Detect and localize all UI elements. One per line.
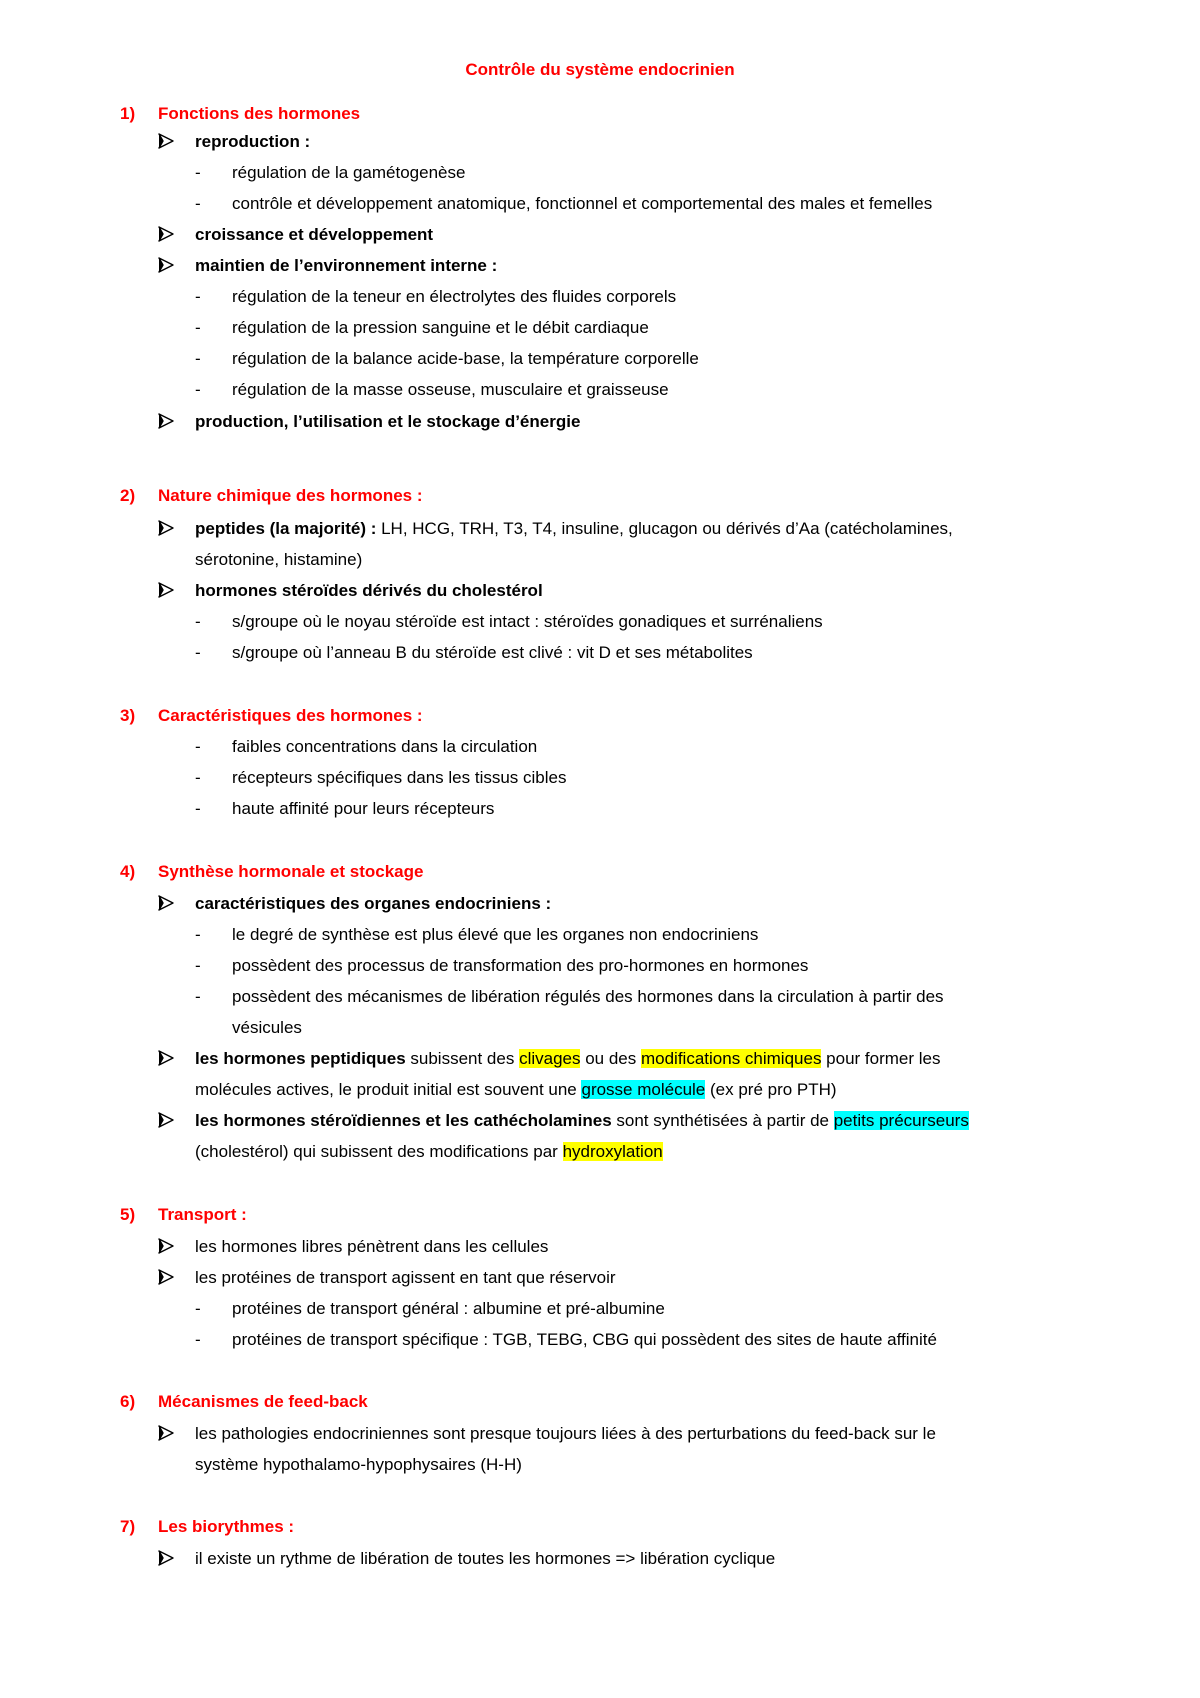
arrowhead-bullet-icon [158,255,195,277]
dash-bullet: - [195,956,201,975]
highlight-yellow: hydroxylation [562,1142,663,1161]
bullet-continuation: (cholestérol) qui subissent des modifications par hydroxylation [195,1142,663,1161]
section-heading-2: 2) Nature chimique des hormones : [120,486,423,505]
dash-item: - possèdent des mécanismes de libération régulés des hormones dans la circulation à partir des [195,987,944,1006]
dash-item: - récepteurs spécifiques dans les tissus cibles [195,768,567,787]
dash-item: - faibles concentrations dans la circulation [195,737,538,756]
bullet-item: hormones stéroïdes dérivés du cholestérol [158,580,543,602]
arrowhead-bullet-icon [158,1048,195,1070]
arrowhead-bullet-icon-shape [158,1550,174,1566]
dash-item: - protéines de transport spécifique : TGB, TEBG, CBG qui possèdent des sites de haute affinité [195,1330,937,1349]
dash-item: - haute affinité pour leurs récepteurs [195,799,495,818]
dash-bullet: - [195,799,201,818]
bullet-continuation: molécules actives, le produit initial est souvent une grosse molécule (ex pré pro PTH) [195,1080,837,1099]
dash-item: - possèdent des processus de transformation des pro-hormones en hormones [195,956,809,975]
arrowhead-bullet-icon-shape [158,1112,174,1128]
highlight-yellow: clivages [519,1049,581,1068]
bullet-item: les protéines de transport agissent en tant que réservoir [158,1267,616,1289]
highlight-yellow: modifications chimiques [640,1049,822,1068]
section-heading-6: 6) Mécanismes de feed-back [120,1392,368,1411]
arrowhead-bullet-icon-shape [158,226,174,242]
dash-bullet: - [195,163,201,182]
dash-item: - s/groupe où l’anneau B du stéroïde est clivé : vit D et ses métabolites [195,643,753,662]
highlight-cyan: petits précurseurs [833,1111,969,1130]
dash-bullet: - [195,987,201,1006]
bullet-item: croissance et développement [158,224,433,246]
arrowhead-bullet-icon-shape [158,520,174,536]
bullet-continuation: système hypothalamo-hypophysaires (H-H) [195,1455,522,1474]
arrowhead-bullet-icon-shape [158,257,174,273]
arrowhead-bullet-icon [158,411,195,433]
arrowhead-bullet-icon [158,518,195,540]
dash-item: - contrôle et développement anatomique, fonctionnel et comportemental des males et femelles [195,194,933,213]
bullet-item: les pathologies endocriniennes sont presque toujours liées à des perturbations du feed-back sur le [158,1423,936,1445]
section-heading-5: 5) Transport : [120,1205,247,1224]
dash-bullet: - [195,1330,201,1349]
dash-bullet: - [195,643,201,662]
dash-item: - régulation de la pression sanguine et le débit cardiaque [195,318,649,337]
bullet-item: maintien de l’environnement interne : [158,255,497,277]
bullet-item: reproduction : [158,131,310,153]
arrowhead-bullet-icon [158,1236,195,1258]
bullet-item: caractéristiques des organes endocriniens : [158,893,551,915]
arrowhead-bullet-icon-shape [158,133,174,149]
section-heading-4: 4) Synthèse hormonale et stockage [120,862,424,881]
dash-bullet: - [195,318,201,337]
dash-bullet: - [195,768,201,787]
dash-bullet: - [195,194,201,213]
dash-item: - régulation de la balance acide-base, la température corporelle [195,349,699,368]
dash-bullet: - [195,287,201,306]
arrowhead-bullet-icon [158,1110,195,1132]
bullet-item: les hormones stéroïdiennes et les cathécholamines sont synthétisées à partir de petits précurseurs [158,1110,969,1132]
bullet-item: il existe un rythme de libération de toutes les hormones => libération cyclique [158,1548,775,1570]
arrowhead-bullet-icon-shape [158,413,174,429]
arrowhead-bullet-icon-shape [158,1269,174,1285]
arrowhead-bullet-icon [158,580,195,602]
arrowhead-bullet-icon-shape [158,1425,174,1441]
dash-bullet: - [195,380,201,399]
arrowhead-bullet-icon [158,1267,195,1289]
dash-item: - régulation de la masse osseuse, musculaire et graisseuse [195,380,669,399]
arrowhead-bullet-icon-shape [158,1050,174,1066]
dash-bullet: - [195,612,201,631]
arrowhead-bullet-icon [158,893,195,915]
dash-item: - régulation de la gamétogenèse [195,163,466,182]
document-title: Contrôle du système endocrinien [465,60,735,79]
bullet-item: production, l’utilisation et le stockage d’énergie [158,411,580,433]
arrowhead-bullet-icon-shape [158,1238,174,1254]
dash-bullet: - [195,1299,201,1318]
dash-continuation: vésicules [232,1018,302,1037]
arrowhead-bullet-icon [158,131,195,153]
section-heading-1: 1) Fonctions des hormones [120,104,361,123]
arrowhead-bullet-icon-shape [158,582,174,598]
arrowhead-bullet-icon [158,1548,195,1570]
bullet-item: les hormones peptidiques subissent des clivages ou des modifications chimiques pour former les [158,1048,941,1070]
dash-bullet: - [195,925,201,944]
dash-bullet: - [195,349,201,368]
section-heading-7: 7) Les biorythmes : [120,1517,295,1536]
section-heading-3: 3) Caractéristiques des hormones : [120,706,423,725]
highlight-cyan: grosse molécule [581,1080,706,1099]
dash-bullet: - [195,737,201,756]
bullet-continuation: sérotonine, histamine) [195,550,363,569]
bullet-item: peptides (la majorité) : LH, HCG, TRH, T3, T4, insuline, glucagon ou dérivés d’Aa (catécholamines, [158,518,953,540]
bullet-item: les hormones libres pénètrent dans les cellules [158,1236,548,1258]
dash-item: - le degré de synthèse est plus élevé que les organes non endocriniens [195,925,759,944]
arrowhead-bullet-icon-shape [158,895,174,911]
arrowhead-bullet-icon [158,224,195,246]
dash-item: - protéines de transport général : albumine et pré-albumine [195,1299,665,1318]
dash-item: - s/groupe où le noyau stéroïde est intact : stéroïdes gonadiques et surrénaliens [195,612,823,631]
dash-item: - régulation de la teneur en électrolytes des fluides corporels [195,287,677,306]
arrowhead-bullet-icon [158,1423,195,1445]
